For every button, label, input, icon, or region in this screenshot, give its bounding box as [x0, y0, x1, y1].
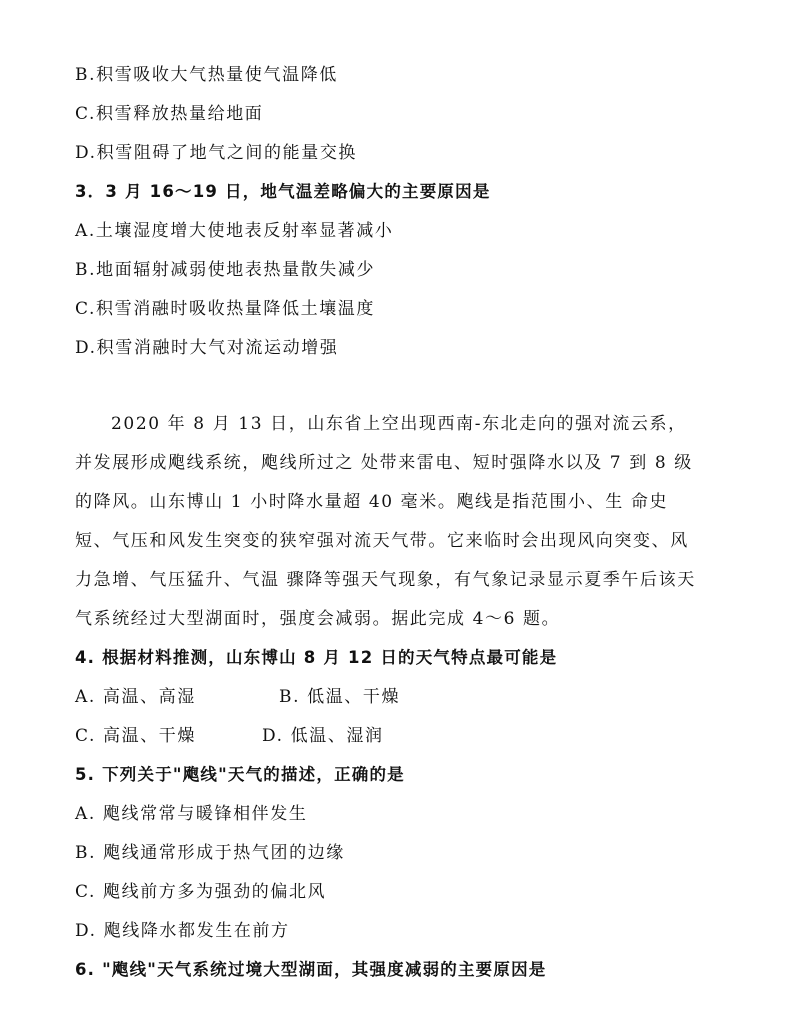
- q2-option-d: D.积雪阻碍了地气之间的能量交换: [75, 143, 358, 163]
- passage-line-5: 力急增、气压猛升、气温 骤降等强天气现象，有气象记录显示夏季午后该天: [75, 570, 696, 590]
- q3-stem: 3．3 月 16～19 日，地气温差略偏大的主要原因是: [75, 182, 491, 201]
- q2-option-b: B.积雪吸收大气热量使气温降低: [75, 65, 338, 85]
- q4-options-row-2: [75, 725, 384, 747]
- q4-stem: 4. 根据材料推测，山东博山 8 月 12 日的天气特点最可能是: [75, 648, 558, 667]
- q5-option-b: B. 飑线通常形成于热气团的边缘: [75, 843, 345, 863]
- passage-line-2: 并发展形成飑线系统，飑线所过之 处带来雷电、短时强降水以及 7 到 8 级: [75, 453, 693, 473]
- q5-option-d: D. 飑线降水都发生在前方: [75, 921, 290, 941]
- q4-option-a: A. 高温、高湿: [75, 687, 196, 707]
- q3-option-b: B.地面辐射减弱使地表热量散失减少: [75, 260, 376, 280]
- q4-option-d: D. 低温、湿润: [262, 726, 384, 746]
- q2-option-c: C.积雪释放热量给地面: [75, 104, 264, 124]
- q5-stem: 5. 下列关于"飑线"天气的描述，正确的是: [75, 765, 405, 784]
- q4-options-row-1: [75, 686, 400, 708]
- q4-option-b: B. 低温、干燥: [279, 687, 401, 707]
- passage-line-6: 气系统经过大型湖面时，强度会减弱。据此完成 4～6 题。: [75, 609, 561, 629]
- q3-option-a: A.土壤湿度增大使地表反射率显著减小: [75, 221, 394, 241]
- q5-option-a: A. 飑线常常与暖锋相伴发生: [75, 804, 308, 824]
- q4-option-c: C. 高温、干燥: [75, 726, 197, 746]
- q6-stem: 6. "飑线"天气系统过境大型湖面，其强度减弱的主要原因是: [75, 960, 547, 979]
- passage-line-4: 短、气压和风发生突变的狭窄强对流天气带。它来临时会出现风向突变、风: [75, 531, 689, 551]
- q5-option-c: C. 飑线前方多为强劲的偏北风: [75, 882, 327, 902]
- q3-option-d: D.积雪消融时大气对流运动增强: [75, 338, 339, 358]
- passage-line-3: 的降风。山东博山 1 小时降水量超 40 毫米。飑线是指范围小、生 命史: [75, 492, 669, 512]
- passage-line-1: 2020 年 8 月 13 日，山东省上空出现西南-东北走向的强对流云系，: [111, 414, 687, 434]
- q3-option-c: C.积雪消融时吸收热量降低土壤温度: [75, 299, 376, 319]
